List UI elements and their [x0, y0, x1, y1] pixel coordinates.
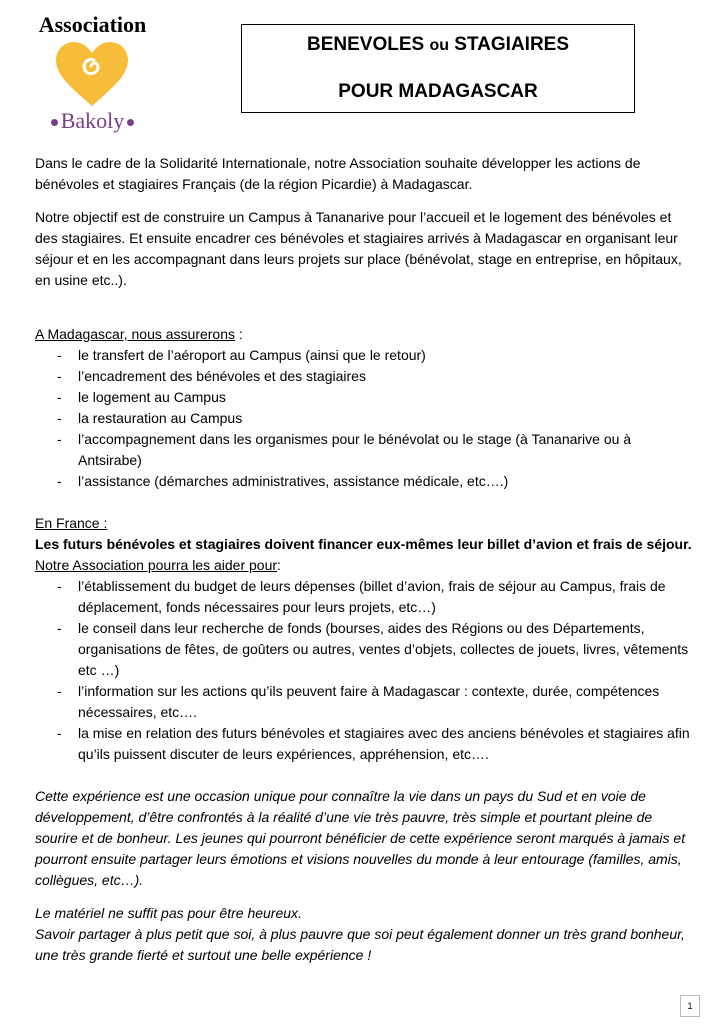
title-line-1	[242, 34, 634, 56]
experience-paragraph: Cette expérience est une occasion unique pour connaître la vie dans un pays du Sud et en voie de développement, d’être confrontés à la réalité d’une vie très pauvre, très simple et pourtant pleine de sourire et de bonheur. Les jeunes qui pourront bénéficier de cette expérience seront marqués à jamais et pourront ensuite partager leurs émotions et visions nouvelles du monde à leur entourage (familles, amis, collègues, etc…).	[35, 788, 686, 888]
document-body	[35, 153, 695, 966]
list-item: - l’accompagnement dans les organismes pour le bénévolat ou le stage (à Tananarive ou à Antsirabe)	[35, 429, 695, 471]
title-word-stagiaires: STAGIAIRES	[454, 34, 570, 55]
dot-icon	[127, 119, 134, 126]
logo-title: Association	[38, 12, 147, 37]
dot-icon	[51, 119, 58, 126]
list-item: - l’encadrement des bénévoles et des stagiaires	[35, 366, 695, 387]
list-item: - l’assistance (démarches administratives, assistance médicale, etc….)	[35, 471, 695, 492]
closing-line-1: Le matériel ne suffit pas pour être heureux.	[35, 905, 302, 921]
list-item: - l’établissement du budget de leurs dépenses (billet d’avion, frais de séjour au Campus, frais de déplacement, fonds nécessaires pour leurs projets, etc…)	[35, 576, 695, 618]
list-item: - la mise en relation des futurs bénévoles et stagiaires avec des anciens bénévoles et stagiaires afin qu’ils puissent discuter de leurs expériences, appréhension, etc….	[35, 723, 695, 765]
heart-icon	[54, 40, 130, 108]
madagascar-heading: A Madagascar, nous assurerons :	[35, 326, 243, 342]
france-heading: En France :	[35, 515, 108, 531]
france-subheading: Notre Association pourra les aider pour:	[35, 557, 281, 573]
closing-line-2: Savoir partager à plus petit que soi, à plus pauvre que soi peut également donner un très grand bonheur, une très grande fierté et surtout une belle expérience !	[35, 926, 685, 963]
list-item: - le transfert de l’aéroport au Campus (ainsi que le retour)	[35, 345, 695, 366]
list-item: - le logement au Campus	[35, 387, 695, 408]
intro-paragraph: Dans le cadre de la Solidarité Internationale, notre Association souhaite développer les actions de bénévoles et stagiaires Français (de la région Picardie) à Madagascar.	[35, 155, 641, 192]
list-item: - la restauration au Campus	[35, 408, 695, 429]
list-item: - le conseil dans leur recherche de fonds (bourses, aides des Régions ou des Départements, organisations de fêtes, de goûters ou autres, ventes d’objets, collectes de jouets, livres, vêtements etc …)	[35, 618, 695, 681]
title-box	[241, 24, 635, 113]
madagascar-list	[35, 345, 695, 492]
title-line-2: POUR MADAGASCAR	[338, 81, 538, 102]
title-word-ou: ou	[429, 37, 450, 54]
title-word-benevoles: BENEVOLES	[306, 34, 425, 55]
logo-name: Bakoly	[60, 108, 125, 133]
page-number: 1	[680, 995, 700, 1017]
objective-paragraph: Notre objectif est de construire un Campus à Tananarive pour l’accueil et le logement des bénévoles et des stagiaires. Et ensuite encadrer ces bénévoles et stagiaires arrivés à Madagascar en organisant leur séjour et en les accompagnant dans leurs projets sur place (bénévolat, stage en entreprise, en hôpitaux, en usine etc..).	[35, 209, 682, 288]
france-list	[35, 576, 695, 765]
france-bold-text: Les futurs bénévoles et stagiaires doivent financer eux-mêmes leur billet d’avion et frais de séjour.	[35, 536, 692, 552]
association-logo	[30, 12, 155, 137]
list-item: - l’information sur les actions qu’ils peuvent faire à Madagascar : contexte, durée, compétences nécessaires, etc….	[35, 681, 695, 723]
